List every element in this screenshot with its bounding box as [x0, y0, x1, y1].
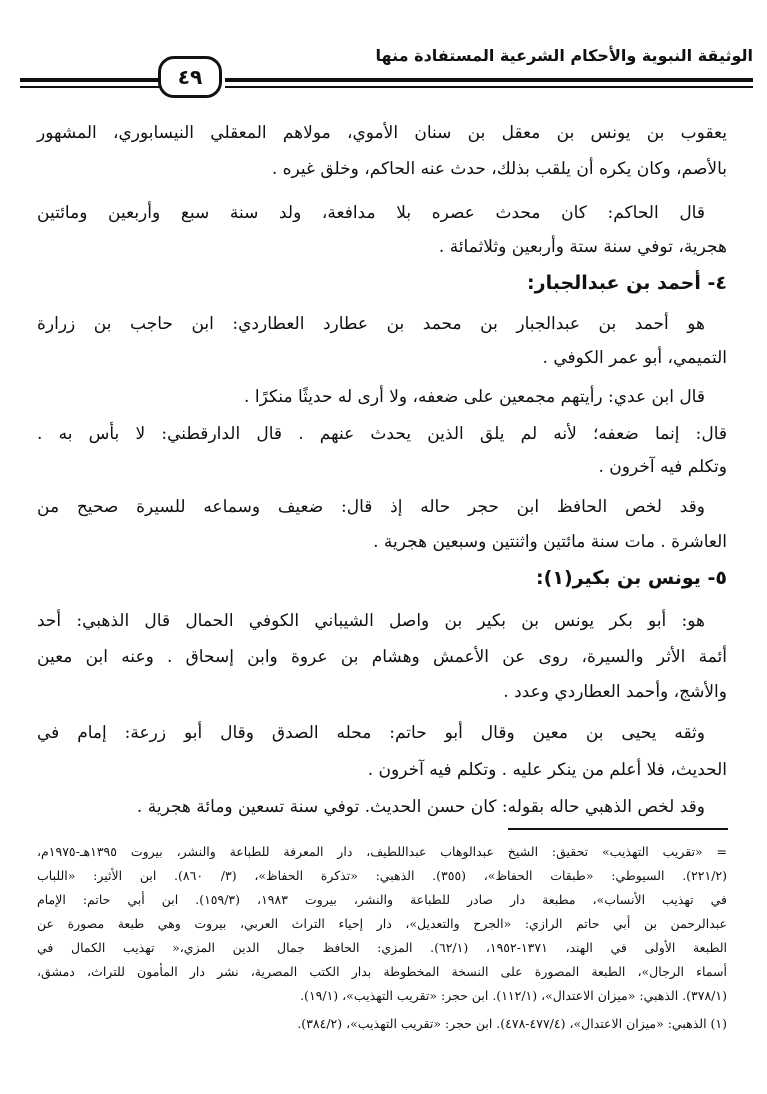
body-line: قال: إنما ضعفه؛ لأنه لم يلق الذين يحدث عنهم . قال الدارقطني: لا بأس به . [37, 424, 727, 444]
body-line: بالأصم، وكان يكره أن يلقب بذلك، حدث عنه الحاكم، وخلق غيره . [271, 159, 727, 179]
body-line: أئمة الأثر والسيرة، روى عن الأعمش وهشام بن عروة وابن إسحاق . وعنه ابن معين [37, 647, 727, 667]
body-line: والأشج، وأحمد العطاردي وعدد . [503, 682, 727, 702]
page-number-frame [158, 56, 222, 98]
header-rule [20, 86, 160, 88]
body-line: هو أحمد بن عبدالجبار بن محمد بن عطارد العطاردي: ابن حاجب بن زرارة [37, 314, 705, 334]
header-rule [225, 86, 753, 88]
section-heading: ٥- يونس بن بكير(١): [536, 567, 727, 589]
body-line: قال ابن عدي: رأيتهم مجمعين على ضعفه، ولا أرى له حديثًا منكرًا . [244, 387, 705, 407]
header-rule [225, 78, 753, 82]
body-line: وتكلم فيه آخرون . [598, 457, 727, 477]
body-line: وقد لخص الذهبي حاله بقوله: كان حسن الحديث. توفي سنة تسعين ومائة هجرية . [136, 797, 705, 817]
body-line: الحديث، فلا أعلم من ينكر عليه . وتكلم فيه آخرون . [367, 760, 727, 780]
footnote-separator [508, 828, 728, 830]
footnote-line: (٣٧٨/١). الذهبي: «ميزان الاعتدال»، (١١٢/١). ابن حجر: «تقريب التهذيب»، (١٩/١). [300, 988, 727, 1003]
footnote-line: (٢٢١/٢). السيوطي: «طبقات الحفاظ»، (٣٥٥). الذهبي: «تذكرة الحفاظ»، (٣/ ٨٦٠). ابن الأثير: «اللباب [37, 868, 728, 883]
body-line: يعقوب بن يونس بن معقل بن سنان الأموي، مولاهم المعقلي النيسابوري، المشهور [37, 123, 727, 143]
body-line: هجرية، توفي سنة ستة وأربعين وثلاثمائة . [438, 237, 727, 257]
footnote-1: (١) الذهبي: «ميزان الاعتدال»، (٤٧٧/٤-٤٧٨). ابن حجر: «تقريب التهذيب»، (٣٨٤/٢). [297, 1016, 727, 1031]
body-line: وثقه يحيى بن معين وقال أبو حاتم: محله الصدق وقال أبو زرعة: إمام في [37, 723, 705, 743]
body-line: العاشرة . مات سنة مائتين واثنتين وسبعين هجرية . [373, 532, 727, 552]
footnote-line: عبدالرحمن بن أبي حاتم الرازي: «الجرح والتعديل»، دار إحياء التراث العربي، بيروت وهي طبعة مصورة عن [37, 916, 727, 931]
footnote-line: = «تقريب التهذيب» تحقيق: الشيخ عبدالوهاب عبداللطيف، دار المعرفة للطباعة والنشر، بيروت ١٣٩٥هـ-١٩٧٥م، [37, 844, 727, 859]
body-line: وقد لخص الحافظ ابن حجر حاله إذ قال: ضعيف وسماعه للسيرة صحيح من [37, 497, 705, 517]
body-line: هو: أبو بكر يونس بن بكير بن واصل الشيباني الكوفي الحمال قال الذهبي: أحد [37, 611, 705, 631]
body-line: قال الحاكم: كان محدث عصره بلا مدافعة، ولد سنة سبع وأربعين ومائتين [37, 203, 705, 223]
footnote-line: في تهذيب الأنساب»، مطبعة دار صادر للطباعة والنشر، بيروت ١٩٨٣، (١٥٩/٣). ابن أبي حاتم: الإمام [37, 892, 727, 907]
header-rule [20, 78, 160, 82]
page-number: ٤٩ [177, 65, 203, 89]
footnote-line: الطبعة الأولى في الهند، ١٣٧١-١٩٥٢، (٦٢/١). المزي: الحافظ جمال الدين المزي،« تهذيب الكمال في [37, 940, 727, 955]
body-line: التميمي، أبو عمر الكوفي . [542, 348, 727, 368]
footnote-line: أسماء الرجال»، الطبعة المصورة على النسخة المخطوطة بدار الكتب المصرية، نشر دار المأمون للتراث، دمشق، [37, 964, 727, 979]
running-header-title: الوثيقة النبوية والأحكام الشرعية المستفادة منها [375, 46, 753, 65]
section-heading: ٤- أحمد بن عبدالجبار: [527, 272, 727, 294]
